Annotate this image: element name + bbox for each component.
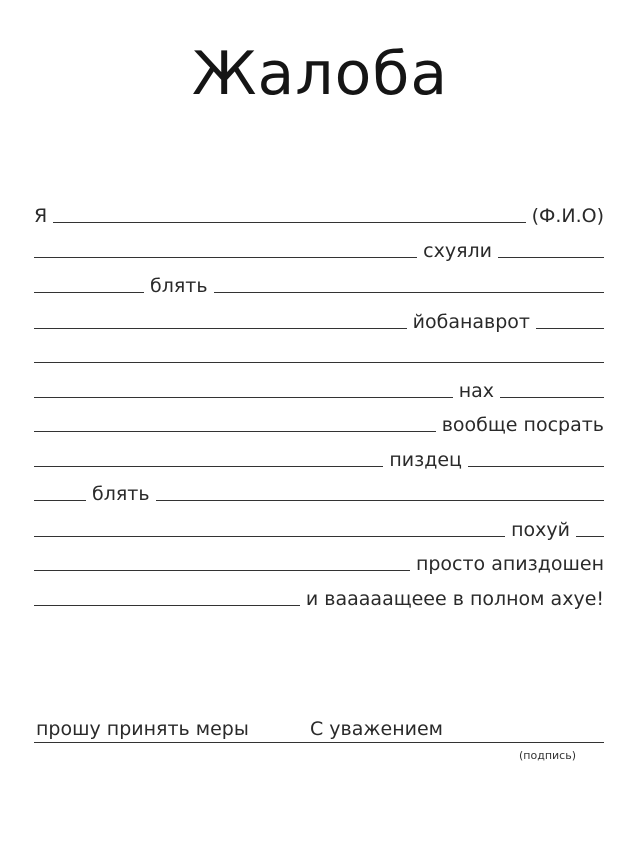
form-line [34, 512, 604, 542]
form-line [34, 581, 604, 611]
form-word: похуй [511, 519, 570, 541]
form-word: схуяли [423, 240, 492, 262]
blank-field [468, 465, 604, 467]
blank-field [34, 291, 144, 293]
form-word: пиздец [389, 449, 462, 471]
blank-field [34, 604, 300, 606]
form-line [34, 304, 604, 334]
blank-field [53, 221, 525, 223]
form-line [34, 373, 604, 403]
form-line [34, 546, 604, 576]
blank-field [156, 499, 604, 501]
form-line [34, 268, 604, 298]
closing-line [34, 712, 604, 743]
form-line-name [34, 198, 604, 228]
blank-field [576, 535, 604, 537]
blank-field [498, 256, 604, 258]
blank-field [34, 569, 410, 571]
blank-field [34, 465, 383, 467]
document-title: Жалоба [191, 39, 449, 109]
form-word: просто апиздошен [415, 553, 604, 575]
signature-caption: (подпись) [519, 749, 576, 762]
form-word: блять [150, 275, 208, 297]
request-text: прошу принять меры [36, 718, 249, 740]
blank-field [34, 361, 604, 363]
form-line [34, 233, 604, 263]
form-word: и вааааащеее в полном ахуе! [305, 588, 604, 610]
form-line [34, 407, 604, 437]
blank-field [500, 396, 604, 398]
form-line [34, 442, 604, 472]
form-word: йобанаврот [412, 311, 530, 333]
blank-field [34, 256, 417, 258]
form-line [34, 476, 604, 506]
form-word: нах [458, 380, 494, 402]
regards-text: С уважением [310, 718, 443, 740]
fio-label: (Ф.И.О) [531, 205, 604, 227]
blank-field [34, 327, 407, 329]
blank-field [34, 535, 505, 537]
blank-field [536, 327, 604, 329]
form-word: вообще посрать [441, 414, 604, 436]
blank-field [34, 499, 86, 501]
form-line-empty [34, 338, 604, 368]
blank-field [34, 396, 453, 398]
blank-field [34, 430, 436, 432]
form-word: блять [92, 483, 150, 505]
blank-field [214, 291, 604, 293]
pronoun-label: Я [34, 205, 48, 227]
